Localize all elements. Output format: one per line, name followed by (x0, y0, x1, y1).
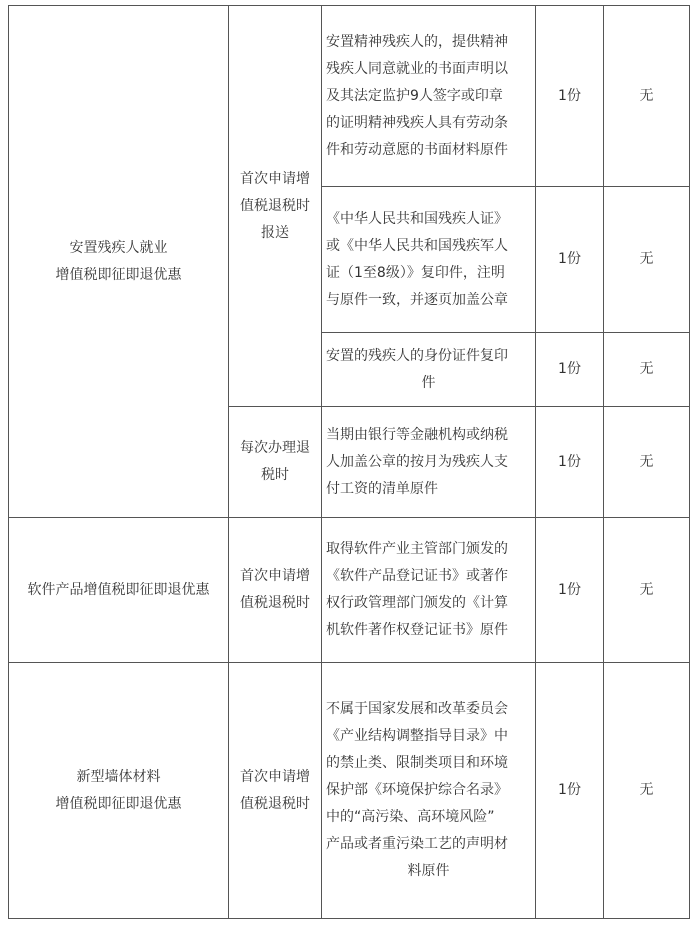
material-line: 人加盖公章的按月为残疾人支 (326, 453, 508, 470)
material-description-cell (322, 663, 536, 919)
material-description-cell (322, 333, 536, 407)
timing-line: 首次申请增 (240, 170, 310, 187)
remark-cell: 无 (604, 663, 690, 919)
table-row (9, 6, 690, 187)
timing-line: 每次办理退 (240, 440, 310, 456)
table-row (9, 518, 690, 663)
material-line: 当期由银行等金融机构或纳税 (326, 426, 508, 443)
material-line: 或《中华人民共和国残疾军人 (326, 237, 508, 254)
benefit-name-line: 软件产品增值税即征即退优惠 (27, 581, 210, 598)
material-line: 取得软件产业主管部门颁发的 (326, 541, 508, 557)
material-line: 不属于国家发展和改革委员会 (326, 701, 508, 717)
remark-cell: 无 (604, 518, 690, 663)
benefit-name-line: 增值税即征即退优惠 (55, 266, 182, 283)
copies-cell: 1份 (536, 6, 604, 187)
material-description-cell (322, 187, 536, 333)
timing-line: 报送 (261, 224, 289, 241)
timing-line: 税时 (261, 467, 289, 483)
benefit-name-line: 增值税即征即退优惠 (55, 795, 182, 812)
material-line: 安置精神残疾人的，提供精神 (326, 33, 508, 50)
material-line: 证（1至8级）》复印件，注明 (326, 264, 505, 281)
material-line: 《产业结构调整指导目录》中 (326, 728, 508, 744)
material-description-cell (322, 518, 536, 663)
copies-cell: 1份 (536, 518, 604, 663)
material-line: 中的“高污染、高环境风险” (326, 809, 495, 825)
material-line: 件和劳动意愿的书面材料原件 (326, 141, 508, 158)
material-description-cell (322, 407, 536, 518)
remark-cell: 无 (604, 333, 690, 407)
submission-timing-cell (229, 518, 322, 663)
material-line: 机软件著作权登记证书》原件 (326, 622, 508, 638)
table-row (9, 663, 690, 919)
material-line: 与原件一致，并逐页加盖公章 (326, 291, 508, 308)
material-line: 件 (421, 374, 436, 391)
copies-cell: 1份 (536, 663, 604, 919)
material-description-cell (322, 6, 536, 187)
remark-cell: 无 (604, 187, 690, 333)
material-line: 权行政管理部门颁发的《计算 (326, 595, 508, 611)
material-line: 《中华人民共和国残疾人证》 (326, 210, 508, 227)
submission-timing-cell (229, 663, 322, 919)
material-line: 的禁止类、限制类项目和环境 (326, 755, 508, 771)
tax-materials-table (8, 5, 690, 919)
timing-line: 值税退税时 (240, 795, 310, 812)
copies-cell: 1份 (536, 407, 604, 518)
submission-timing-cell (229, 407, 322, 518)
copies-cell: 1份 (536, 333, 604, 407)
material-line: 付工资的清单原件 (326, 480, 438, 497)
timing-line: 首次申请增 (240, 568, 310, 584)
material-line: 的证明精神残疾人具有劳动条 (326, 114, 508, 131)
timing-line: 首次申请增 (240, 768, 310, 785)
submission-timing-cell (229, 6, 322, 407)
benefit-name-cell (9, 518, 229, 663)
material-line: 安置的残疾人的身份证件复印 (326, 347, 508, 364)
material-line: 产品或者重污染工艺的声明材 (326, 836, 508, 852)
material-line: 料原件 (407, 863, 450, 879)
material-line: 残疾人同意就业的书面声明以 (326, 60, 508, 77)
timing-line: 值税退税时 (240, 595, 310, 611)
material-line: 《软件产品登记证书》或著作 (326, 568, 508, 584)
remark-cell: 无 (604, 407, 690, 518)
remark-cell: 无 (604, 6, 690, 187)
benefit-name-cell (9, 663, 229, 919)
benefit-name-cell (9, 6, 229, 518)
material-line: 保护部《环境保护综合名录》 (326, 782, 508, 798)
benefit-name-line: 安置残疾人就业 (69, 239, 168, 256)
benefit-name-line: 新型墙体材料 (76, 768, 161, 785)
copies-cell: 1份 (536, 187, 604, 333)
timing-line: 值税退税时 (240, 197, 310, 214)
material-line: 及其法定监护9人签字或印章 (326, 87, 503, 104)
